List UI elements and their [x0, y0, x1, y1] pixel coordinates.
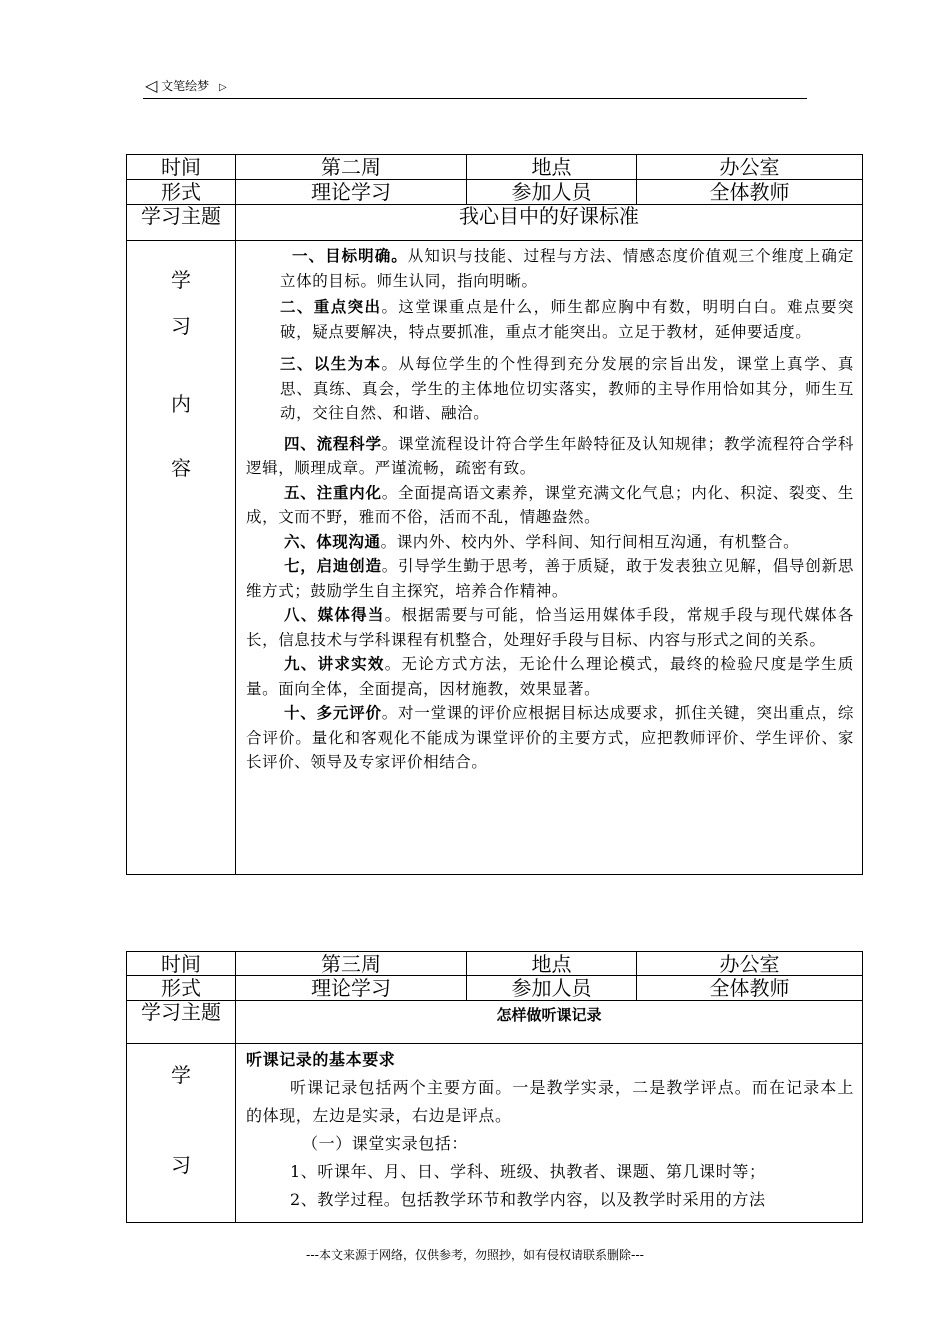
paragraph: （一）课堂实录包括：	[302, 1134, 469, 1153]
time-label: 时间	[127, 952, 236, 976]
section-heading: 听课记录的基本要求	[246, 1050, 396, 1069]
paragraph: 九、讲求实效。无论方式方法，无论什么理论模式，最终的检验尺度是学生质量。面向全体，全面提高，因材施教，效果显著。	[246, 655, 854, 698]
content-label-char: 习	[171, 1153, 191, 1177]
content-label-char: 学	[171, 268, 191, 292]
place-value: 办公室	[637, 952, 863, 976]
paragraph: 1、听课年、月、日、学科、班级、执教者、课题、第几课时等；	[290, 1162, 766, 1181]
schedule-table-week2	[126, 154, 863, 875]
paragraph: 十、多元评价。对一堂课的评价应根据目标达成要求，抓住关键，突出重点，综合评价。量化和客观化不能成为课堂评价的主要方式，应把教师评价、学生评价、家长评价、领导及专家评价相结合。	[246, 704, 854, 771]
footer-disclaimer: ---本文来源于网络，仅供参考，勿照抄，如有侵权请联系删除---	[306, 1248, 644, 1262]
time-label: 时间	[127, 155, 236, 180]
paragraph: 四、流程科学。课堂流程设计符合学生年龄特征及认知规律；教学流程符合学科逻辑，顺理成章。严谨流畅，疏密有致。	[246, 434, 854, 477]
paragraph: 一、目标明确。从知识与技能、过程与方法、情感态度价值观三个维度上确定立体的目标。师生认同，指向明晰。	[280, 247, 854, 290]
form-value: 理论学习	[236, 976, 467, 1001]
content-body	[236, 241, 863, 875]
people-label: 参加人员	[467, 180, 637, 205]
topic-label: 学习主题	[127, 205, 236, 241]
people-label: 参加人员	[467, 976, 637, 1001]
paragraph: 五、注重内化。全面提高语文素养，课堂充满文化气息；内化、积淀、裂变、生成，文而不野，雅而不俗，活而不乱，情趣盎然。	[246, 483, 854, 526]
time-value: 第三周	[236, 952, 467, 976]
place-label: 地点	[467, 952, 637, 976]
brand	[145, 76, 227, 95]
content-label-char: 容	[171, 456, 191, 480]
form-label: 形式	[127, 180, 236, 205]
content-label	[127, 241, 236, 875]
topic-label: 学习主题	[127, 1001, 236, 1044]
paragraph: 八、媒体得当。根据需要与可能，恰当运用媒体手段，常规手段与现代媒体各长，信息技术与学科课程有机整合，处理好手段与目标、内容与形式之间的关系。	[246, 606, 854, 649]
topic-value: 怎样做听课记录	[236, 1001, 863, 1044]
paragraph: 六、体现沟通。课内外、校内外、学科间、知行间相互沟通，有机整合。	[284, 532, 800, 551]
paragraph: 二、重点突出。这堂课重点是什么，师生都应胸中有数，明明白白。难点要突破，疑点要解决，特点要抓准，重点才能突出。立足于教材，延伸要适度。	[280, 298, 854, 341]
paragraph: 2、教学过程。包括教学环节和教学内容，以及教学时采用的方法	[290, 1190, 766, 1209]
form-label: 形式	[127, 976, 236, 1001]
content-label-char: 习	[171, 314, 191, 338]
time-value: 第二周	[236, 155, 467, 180]
people-value: 全体教师	[637, 180, 863, 205]
content-label-char: 学	[171, 1063, 191, 1087]
place-value: 办公室	[637, 155, 863, 180]
form-value: 理论学习	[236, 180, 467, 205]
content-label	[127, 1044, 236, 1223]
content-body	[236, 1044, 863, 1223]
content-label-char: 内	[171, 392, 191, 416]
brand-name: 文笔绘梦	[161, 79, 210, 93]
place-label: 地点	[467, 155, 637, 180]
paragraph: 三、以生为本。从每位学生的个性得到充分发展的宗旨出发，课堂上真学、真思、真练、真会，学生的主体地位切实落实，教师的主导作用恰如其分，师生互动，交往自然、和谐、融洽。	[280, 355, 854, 422]
schedule-table-week3	[126, 951, 863, 1223]
page-header	[143, 72, 807, 99]
topic-value: 我心目中的好课标准	[236, 205, 863, 241]
triangle-left-icon: ◁	[145, 76, 158, 95]
triangle-right-icon: ▷	[218, 82, 227, 93]
paragraph: 七，启迪创造。引导学生勤于思考，善于质疑，敢于发表独立见解，倡导创新思维方式；鼓励学生自主探究，培养合作精神。	[246, 557, 854, 600]
people-value: 全体教师	[637, 976, 863, 1001]
paragraph: 听课记录包括两个主要方面。一是教学实录，二是教学评点。而在记录本上的体现，左边是实录，右边是评点。	[246, 1078, 854, 1125]
